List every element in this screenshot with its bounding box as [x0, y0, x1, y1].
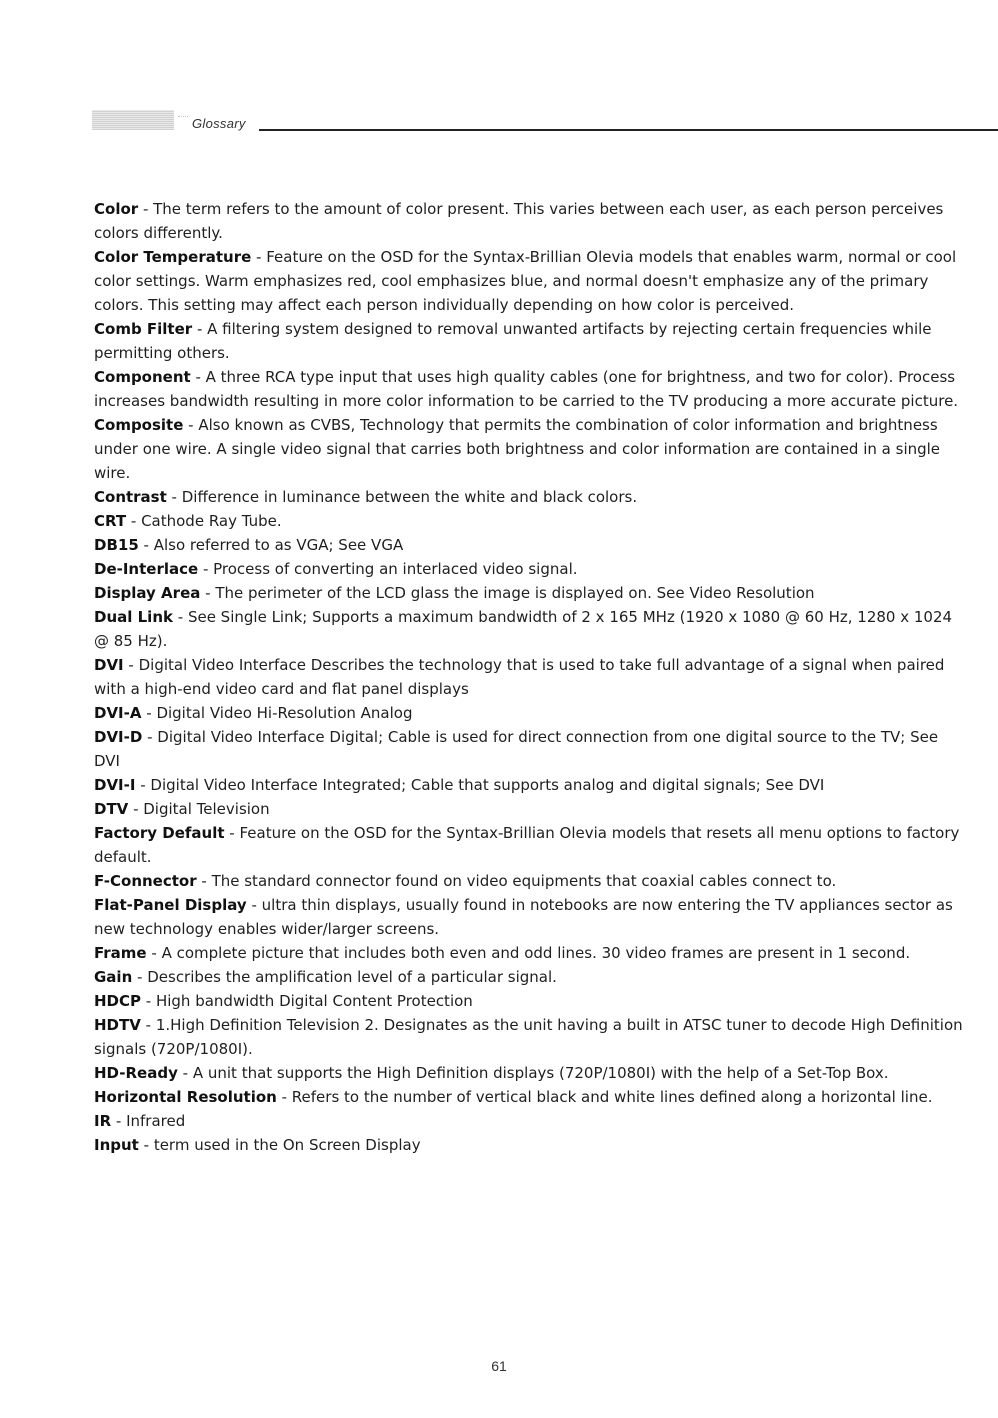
glossary-definition: Feature on the OSD for the Syntax-Brillian Olevia models that resets all menu options to factory default. [94, 824, 960, 866]
term-separator: - [135, 776, 151, 794]
page-header [92, 108, 998, 134]
glossary-definition: ultra thin displays, usually found in notebooks are now entering the TV appliances sector as new technology enables wider/larger screens. [94, 896, 953, 938]
glossary-entry [94, 605, 964, 653]
glossary-entry [94, 485, 964, 509]
glossary-definition: See Single Link; Supports a maximum bandwidth of 2 x 165 MHz (1920 x 1080 @ 60 Hz, 1280 x 1024 @ 85 Hz). [94, 608, 953, 650]
header-title: Glossary [192, 116, 246, 131]
glossary-entry [94, 557, 964, 581]
glossary-entry [94, 725, 964, 773]
term-separator: - [198, 560, 214, 578]
glossary-entry [94, 821, 964, 869]
glossary-definition: Digital Video Interface Describes the technology that is used to take full advantage of a signal when paired with a high-end video card and flat panel displays [94, 656, 945, 698]
glossary-entry [94, 797, 964, 821]
glossary-entry [94, 1109, 964, 1133]
term-separator: - [246, 896, 262, 914]
term-separator: - [138, 1136, 154, 1154]
glossary-term: HDTV [94, 1016, 141, 1034]
glossary-entry [94, 893, 964, 941]
glossary-definition: The term refers to the amount of color present. This varies between each user, as each person perceives colors differently. [94, 200, 944, 242]
page-number: 61 [491, 1358, 507, 1374]
glossary-definition: A three RCA type input that uses high quality cables (one for brightness, and two for color). Process increases bandwidth resulting in more color information to be carried to the TV producing a more accurate picture. [94, 368, 959, 410]
term-separator: - [142, 728, 158, 746]
glossary-definition: term used in the On Screen Display [153, 1136, 421, 1154]
glossary-term: HD-Ready [94, 1064, 178, 1082]
glossary-entry [94, 941, 964, 965]
glossary-term: Comb Filter [94, 320, 193, 338]
term-separator: - [196, 872, 212, 890]
header-logo-icon [92, 110, 174, 130]
glossary-definition: Digital Video Interface Integrated; Cable that supports analog and digital signals; See DVI [150, 776, 825, 794]
term-separator: - [183, 416, 199, 434]
glossary-definition: A unit that supports the High Definition displays (720P/1080I) with the help of a Set-Top Box. [192, 1064, 889, 1082]
glossary-term: DVI [94, 656, 124, 674]
glossary-entry [94, 773, 964, 797]
glossary-term: DVI-A [94, 704, 142, 722]
glossary-term: IR [94, 1112, 112, 1130]
glossary-entry [94, 965, 964, 989]
glossary-definition: A complete picture that includes both even and odd lines. 30 video frames are present in 1 second. [161, 944, 911, 962]
glossary-term: DTV [94, 800, 129, 818]
glossary-term: Contrast [94, 488, 167, 506]
glossary-term: Display Area [94, 584, 201, 602]
term-separator: - [276, 1088, 292, 1106]
glossary-entry [94, 1085, 964, 1109]
term-separator: - [138, 536, 154, 554]
glossary-term: Horizontal Resolution [94, 1088, 277, 1106]
term-separator: - [177, 1064, 193, 1082]
term-separator: - [172, 608, 188, 626]
glossary-entry [94, 365, 964, 413]
term-separator: - [140, 1016, 156, 1034]
term-separator: - [200, 584, 216, 602]
term-separator: - [111, 1112, 127, 1130]
term-separator: - [192, 320, 208, 338]
glossary-entry [94, 413, 964, 485]
term-separator: - [224, 824, 240, 842]
glossary-term: Color [94, 200, 139, 218]
glossary-entry [94, 701, 964, 725]
glossary-entry [94, 653, 964, 701]
glossary-definition: 1.High Definition Television 2. Designates as the unit having a built in ATSC tuner to decode High Definition signals (720P/1080I). [94, 1016, 963, 1058]
glossary-term: DB15 [94, 536, 139, 554]
glossary-definition: Also referred to as VGA; See VGA [153, 536, 404, 554]
header-rule [259, 129, 998, 131]
term-separator: - [123, 656, 139, 674]
glossary-entry [94, 581, 964, 605]
glossary-term: Component [94, 368, 191, 386]
term-separator: - [190, 368, 206, 386]
glossary-definition: Digital Television [143, 800, 270, 818]
glossary-definition: Describes the amplification level of a particular signal. [147, 968, 557, 986]
glossary-definition: The perimeter of the LCD glass the image is displayed on. See Video Resolution [215, 584, 815, 602]
glossary-term: DVI-D [94, 728, 143, 746]
glossary-term: Dual Link [94, 608, 173, 626]
glossary-definition: The standard connector found on video equipments that coaxial cables connect to. [211, 872, 837, 890]
glossary-entry [94, 989, 964, 1013]
glossary-term: HDCP [94, 992, 142, 1010]
glossary-definition: Feature on the OSD for the Syntax-Brillian Olevia models that enables warm, normal or cool color settings. Warm emphasizes red, cool emphasizes blue, and normal doesn't emphasize any of the primary colors. This setting may affect each person individually depending on how color is perceived. [94, 248, 957, 314]
glossary-term: DVI-I [94, 776, 136, 794]
glossary-term: Input [94, 1136, 139, 1154]
glossary-definition: Process of converting an interlaced video signal. [213, 560, 578, 578]
term-separator: - [141, 704, 157, 722]
glossary-entry [94, 869, 964, 893]
term-separator: - [138, 200, 154, 218]
glossary-term: Frame [94, 944, 147, 962]
glossary-entry [94, 533, 964, 557]
glossary-term: Composite [94, 416, 184, 434]
term-separator: - [166, 488, 182, 506]
glossary-entry [94, 1013, 964, 1061]
glossary-term: CRT [94, 512, 127, 530]
term-separator: - [126, 512, 142, 530]
glossary-definition: Infrared [126, 1112, 186, 1130]
glossary-entry [94, 509, 964, 533]
glossary-term: Factory Default [94, 824, 225, 842]
glossary-entry [94, 245, 964, 317]
term-separator: - [141, 992, 156, 1010]
glossary-definition: High bandwidth Digital Content Protection [155, 992, 473, 1010]
glossary-definition: Digital Video Interface Digital; Cable is used for direct connection from one digital source to the TV; See DVI [94, 728, 939, 770]
glossary-definition: Difference in luminance between the white and black colors. [181, 488, 638, 506]
glossary-term: Color Temperature [94, 248, 252, 266]
glossary-definition: A filtering system designed to removal unwanted artifacts by rejecting certain frequencies while permitting others. [94, 320, 932, 362]
glossary-list [94, 197, 964, 1157]
glossary-term: De-Interlace [94, 560, 199, 578]
glossary-term: Gain [94, 968, 133, 986]
glossary-definition: Cathode Ray Tube. [141, 512, 282, 530]
glossary-definition: Refers to the number of vertical black and white lines defined along a horizontal line. [291, 1088, 933, 1106]
glossary-entry [94, 197, 964, 245]
glossary-entry [94, 1133, 964, 1157]
term-separator: - [132, 968, 148, 986]
glossary-definition: Also known as CVBS, Technology that permits the combination of color information and brightness under one wire. A single video signal that carries both brightness and color information are contained in a single wire. [94, 416, 941, 482]
term-separator: - [128, 800, 144, 818]
glossary-entry [94, 317, 964, 365]
term-separator: - [146, 944, 162, 962]
glossary-definition: Digital Video Hi-Resolution Analog [156, 704, 413, 722]
term-separator: - [251, 248, 267, 266]
glossary-entry [94, 1061, 964, 1085]
glossary-term: Flat-Panel Display [94, 896, 247, 914]
glossary-term: F-Connector [94, 872, 197, 890]
